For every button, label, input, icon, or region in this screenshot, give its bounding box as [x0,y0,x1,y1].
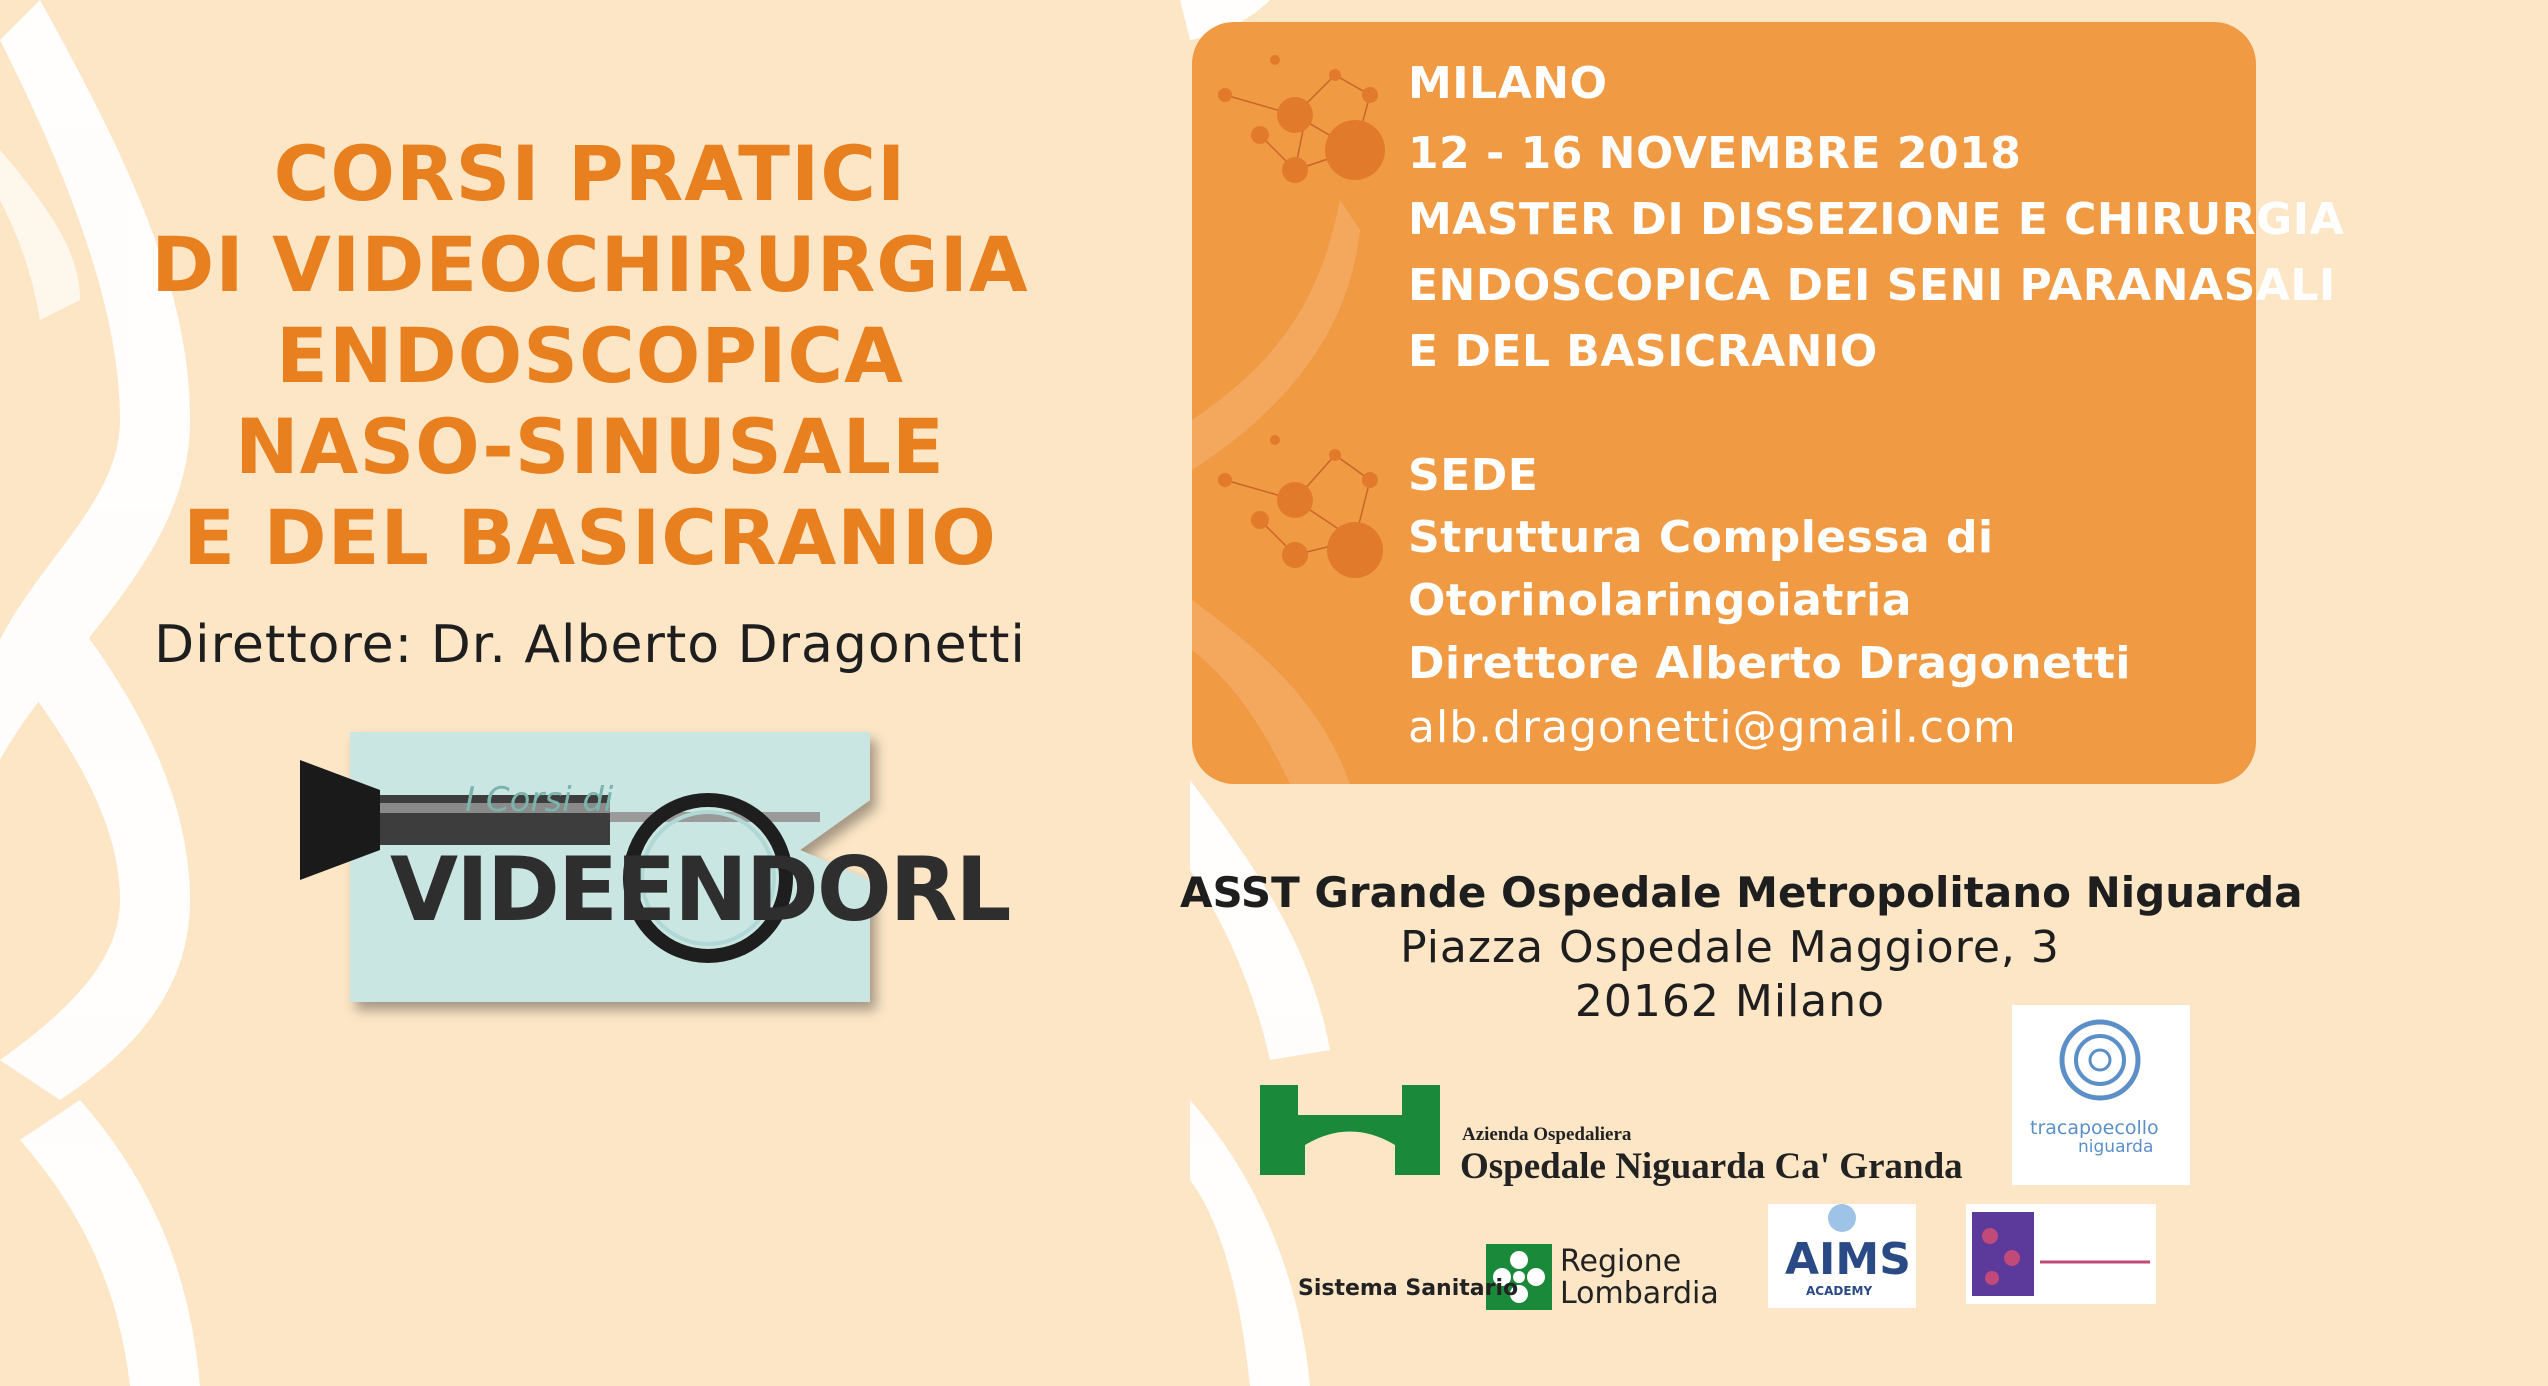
venue-line: Otorinolaringoiatria [1408,575,1912,626]
purple-logo [1966,1204,2156,1304]
aims-sub-text: ACADEMY [1806,1284,1873,1298]
title-line: E DEL BASICRANIO [183,493,997,582]
contact-email[interactable]: alb.dragonetti@gmail.com [1408,702,2017,753]
street-address: Piazza Ospedale Maggiore, 3 [1400,922,2060,973]
event-city: MILANO [1408,58,1608,109]
title-line: CORSI PRATICI [273,129,907,218]
course-line: ENDOSCOPICA DEI SENI PARANASALI [1408,260,2336,311]
niguarda-small-text: Azienda Ospedaliera [1462,1124,1632,1145]
aims-text: AIMS [1785,1234,1911,1285]
regione-line: Lombardia [1560,1276,1719,1311]
venue-line: Direttore Alberto Dragonetti [1408,638,2132,689]
event-dates: 12 - 16 NOVEMBRE 2018 [1408,128,2022,179]
regione-lombardia-text [1560,1246,1719,1310]
course-line: MASTER DI DISSEZIONE E CHIRURGIA [1408,194,2345,245]
director-line: Direttore: Dr. Alberto Dragonetti [154,615,1026,675]
course-line: E DEL BASICRANIO [1408,326,1878,377]
title-line: ENDOSCOPICA [276,311,904,400]
city-address: 20162 Milano [1574,976,1886,1027]
logo-big-text: VIDEENDORL [390,838,1010,941]
institution-name: ASST Grande Ospedale Metropolitano Niguarda [1180,868,2303,917]
logo-small-text: I Corsi di [465,780,614,820]
venue-heading: SEDE [1408,450,1539,501]
tracapo-text: tracapoecollo [2030,1117,2159,1139]
tracapoecollo-logo [2012,1005,2190,1185]
title-line: DI VIDEOCHIRURGIA [151,220,1029,309]
venue-line: Struttura Complessa di [1408,512,1994,563]
sistema-sanitario-text: Sistema Sanitario [1298,1276,1519,1301]
niguarda-logo [1260,1085,1440,1175]
regione-line: Regione [1560,1244,1682,1279]
niguarda-big-text: Ospedale Niguarda Ca' Granda [1460,1146,1963,1187]
tracapo-text: niguarda [2078,1137,2154,1157]
title-line: NASO-SINUSALE [235,402,945,491]
